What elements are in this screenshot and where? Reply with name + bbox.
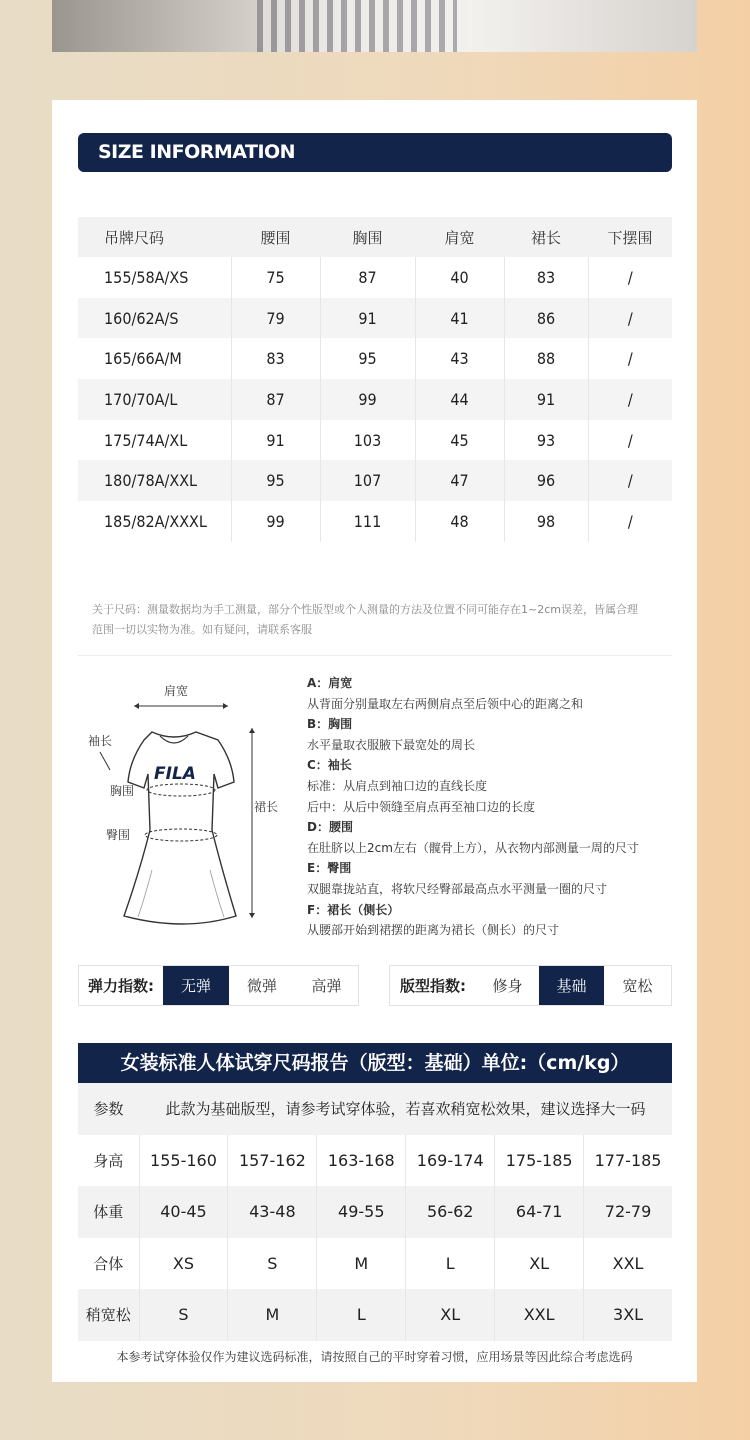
fit-value-cell: 56-62 xyxy=(406,1186,495,1238)
size-value-cell: 87 xyxy=(231,379,320,420)
size-value-cell: 40 xyxy=(415,257,504,298)
table-row xyxy=(78,338,672,379)
fit-row-label: 体重 xyxy=(78,1186,139,1238)
fit-option-loose: 宽松 xyxy=(622,977,653,995)
elasticity-option-none: 无弹 xyxy=(163,966,229,1005)
fit-value-cell: 175-185 xyxy=(495,1135,584,1187)
fit-value-cell: XL xyxy=(495,1238,584,1290)
size-value-cell: 98 xyxy=(504,501,588,542)
definition-text: 在肚脐以上2cm左右（髋骨上方），从衣物内部测量一周的尺寸 xyxy=(307,840,639,855)
fit-value-cell: M xyxy=(317,1238,406,1290)
column-header: 胸围 xyxy=(320,217,415,257)
size-value-cell: 95 xyxy=(231,460,320,501)
fila-pattern-fabric xyxy=(257,0,457,52)
size-value-cell: 86 xyxy=(504,298,588,339)
size-value-cell: 111 xyxy=(320,501,415,542)
fit-row xyxy=(78,1186,672,1238)
size-label-cell: 165/66A/M xyxy=(104,349,182,369)
fit-report-header: 女装标准人体试穿尺码报告（版型：基础）单位:（cm/kg） xyxy=(78,1043,672,1083)
size-table-header-row xyxy=(78,217,672,257)
size-value-cell: / xyxy=(588,420,672,461)
fit-report-footer: 本参考试穿体验仅作为建议选码标准，请按照自己的平时穿着习惯，应用场景等因此综合考虑选码 xyxy=(116,1350,633,1364)
label-length: 裙长 xyxy=(254,800,279,814)
size-value-cell: 44 xyxy=(415,379,504,420)
fit-type-title: 版型指数: xyxy=(400,977,466,995)
size-value-cell: 88 xyxy=(504,338,588,379)
label-shoulder: 肩宽 xyxy=(164,684,189,698)
size-label-cell: 170/70A/L xyxy=(78,379,231,420)
size-value-cell: 83 xyxy=(504,257,588,298)
size-value-cell: 83 xyxy=(231,338,320,379)
size-value-cell: / xyxy=(588,460,672,501)
fit-value-cell: XXL xyxy=(584,1238,672,1290)
fit-type-index xyxy=(389,965,672,1006)
fit-value-cell: S xyxy=(228,1238,317,1290)
size-label-cell: 175/74A/XL xyxy=(104,430,188,450)
fit-value-cell: 163-168 xyxy=(317,1135,406,1187)
fit-row-label: 稍宽松 xyxy=(78,1289,139,1341)
size-value-cell: 47 xyxy=(415,460,504,501)
measurement-definitions xyxy=(307,673,677,941)
fit-value-cell: 177-185 xyxy=(584,1135,672,1187)
size-value-cell: 91 xyxy=(320,298,415,339)
elasticity-index xyxy=(78,965,359,1006)
param-label: 参数 xyxy=(78,1083,139,1135)
fit-row xyxy=(78,1135,672,1187)
definition-text: 标准：从肩点到袖口边的直线长度 xyxy=(307,778,488,793)
definition-title: C：袖长 xyxy=(307,758,352,773)
fit-option-basic: 基础 xyxy=(539,966,604,1005)
fit-value-cell: S xyxy=(139,1289,228,1341)
fit-value-cell: L xyxy=(317,1289,406,1341)
fila-logo: FILA xyxy=(154,764,196,784)
size-value-cell: 93 xyxy=(504,420,588,461)
param-description: 此款为基础版型，请参考试穿体验，若喜欢稍宽松效果，建议选择大一码 xyxy=(139,1083,672,1135)
definition-title: D：腰围 xyxy=(307,820,353,835)
elasticity-option-slight: 微弹 xyxy=(246,977,277,995)
label-sleeve: 袖长 xyxy=(88,734,113,748)
definition-title: B：胸围 xyxy=(307,717,353,732)
fit-value-cell: L xyxy=(406,1238,495,1290)
label-chest: 胸围 xyxy=(110,784,135,798)
table-row xyxy=(78,379,672,420)
fit-value-cell: 157-162 xyxy=(228,1135,317,1187)
column-header: 裙长 xyxy=(504,217,588,257)
fit-value-cell: 72-79 xyxy=(584,1186,672,1238)
measurement-note xyxy=(92,600,672,640)
fit-value-cell: XXL xyxy=(495,1289,584,1341)
fit-value-cell: 3XL xyxy=(584,1289,672,1341)
size-info-header: SIZE INFORMATION xyxy=(78,133,672,172)
fit-value-cell: 43-48 xyxy=(228,1186,317,1238)
size-label-cell: 160/62A/S xyxy=(78,298,231,339)
size-value-cell: 75 xyxy=(231,257,320,298)
fit-value-cell: 49-55 xyxy=(317,1186,406,1238)
section-divider xyxy=(78,655,672,656)
definition-text: 双腿靠拢站直，将软尺经臀部最高点水平测量一圈的尺寸 xyxy=(307,881,608,896)
size-value-cell: 99 xyxy=(231,501,320,542)
size-value-cell: / xyxy=(588,379,672,420)
size-value-cell: 87 xyxy=(320,257,415,298)
size-value-cell: 99 xyxy=(320,379,415,420)
size-value-cell: 91 xyxy=(504,379,588,420)
size-value-cell: / xyxy=(588,501,672,542)
size-value-cell: / xyxy=(588,298,672,339)
size-value-cell: 96 xyxy=(504,460,588,501)
size-value-cell: 79 xyxy=(231,298,320,339)
fit-row xyxy=(78,1289,672,1341)
fit-value-cell: 155-160 xyxy=(139,1135,228,1187)
fit-row-label: 身高 xyxy=(93,1151,124,1170)
note-line: 范围一切以实物为准。如有疑问，请联系客服 xyxy=(92,623,312,636)
fit-value-cell: M xyxy=(228,1289,317,1341)
note-line: 关于尺码：测量数据均为手工测量，部分个性版型或个人测量的方法及位置不同可能存在1~2cm误差，皆属合理 xyxy=(92,603,638,616)
product-photo-strip xyxy=(52,0,697,52)
dress-measurement-diagram xyxy=(82,670,302,930)
size-value-cell: / xyxy=(588,338,672,379)
fit-param-row xyxy=(78,1083,672,1135)
table-row xyxy=(78,460,672,501)
elasticity-option-high: 高弹 xyxy=(311,977,342,995)
table-row xyxy=(78,420,672,461)
column-header: 下摆围 xyxy=(588,217,672,257)
size-label-cell: 180/78A/XXL xyxy=(78,460,231,501)
size-label-cell: 155/58A/XS xyxy=(104,267,189,287)
column-header: 腰围 xyxy=(231,217,320,257)
fit-option-slim: 修身 xyxy=(492,977,523,995)
size-label-cell: 185/82A/XXXL xyxy=(104,511,207,531)
fit-value-cell: 40-45 xyxy=(139,1186,228,1238)
size-value-cell: / xyxy=(588,257,672,298)
fit-value-cell: 169-174 xyxy=(406,1135,495,1187)
fit-row-label: 合体 xyxy=(93,1254,124,1273)
column-header: 肩宽 xyxy=(415,217,504,257)
size-value-cell: 43 xyxy=(415,338,504,379)
size-value-cell: 95 xyxy=(320,338,415,379)
fit-report-table xyxy=(78,1083,672,1341)
fit-value-cell: 64-71 xyxy=(495,1186,584,1238)
size-value-cell: 45 xyxy=(415,420,504,461)
size-card xyxy=(52,100,697,1382)
definition-title: E：臀围 xyxy=(307,861,352,876)
table-row xyxy=(78,257,672,298)
fit-value-cell: XL xyxy=(406,1289,495,1341)
fit-row xyxy=(78,1238,672,1290)
column-header: 吊牌尺码 xyxy=(78,217,231,257)
definition-text: 后中：从后中领缝至肩点再至袖口边的长度 xyxy=(307,799,536,814)
size-value-cell: 41 xyxy=(415,298,504,339)
definition-text: 从背面分别量取左右两侧肩点至后领中心的距离之和 xyxy=(307,696,584,711)
elasticity-title: 弹力指数: xyxy=(88,977,154,995)
size-value-cell: 107 xyxy=(320,460,415,501)
definition-text: 水平量取衣服腋下最宽处的周长 xyxy=(307,737,476,752)
size-table xyxy=(78,217,672,542)
size-value-cell: 91 xyxy=(231,420,320,461)
size-value-cell: 103 xyxy=(320,420,415,461)
definition-text: 从腰部开始到裙摆的距离为裙长（侧长）的尺寸 xyxy=(307,923,560,938)
definition-title: A：肩宽 xyxy=(307,676,353,690)
size-value-cell: 48 xyxy=(415,501,504,542)
label-hip: 臀围 xyxy=(106,828,131,842)
table-row xyxy=(78,501,672,542)
table-row xyxy=(78,298,672,339)
fit-value-cell: XS xyxy=(139,1238,228,1290)
definition-title: F：裙长（侧长） xyxy=(307,902,400,917)
